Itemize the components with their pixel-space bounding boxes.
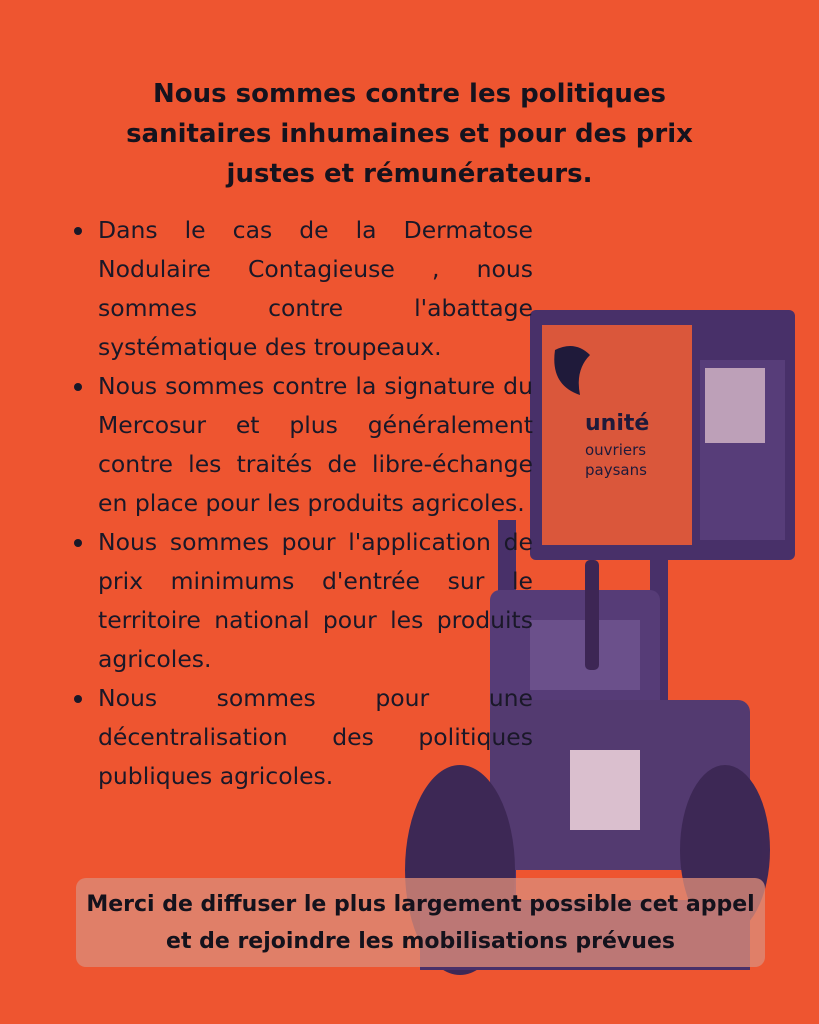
list-item: Nous sommes pour l'application de prix minimums d'entrée sur le territoire national pour les produits agricoles.	[66, 523, 533, 679]
sign-subtitle-2: paysans	[585, 461, 647, 479]
list-item: Dans le cas de la Dermatose Nodulaire Contagieuse , nous sommes contre l'abattage systématique des troupeaux.	[66, 211, 533, 367]
list-item: Nous sommes contre la signature du Mercosur et plus généralement contre les traités de libre-échange en place pour les produits agricoles.	[66, 367, 533, 523]
headline: Nous sommes contre les politiques sanitaires inhumaines et pour des prix justes et rémunérateurs.	[126, 79, 693, 189]
sign-subtitle-1: ouvriers	[585, 441, 647, 459]
list-item: Nous sommes pour une décentralisation des politiques publiques agricoles.	[66, 679, 533, 796]
demands-list	[66, 211, 533, 796]
sign-brand: unité	[585, 411, 650, 436]
call-to-action-box	[76, 878, 765, 967]
call-to-action-text: Merci de diffuser le plus largement possible cet appel et de rejoindre les mobilisations prévues	[86, 891, 755, 954]
